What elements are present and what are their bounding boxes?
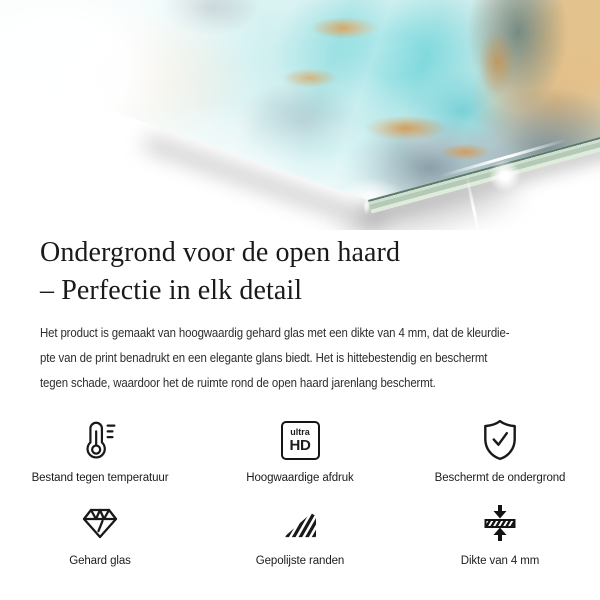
description-line: pte van de print benadrukt en een elegante glans biedt. Het is hittebestendig en beschermt [40, 350, 488, 365]
polished-edges-icon [282, 498, 318, 548]
feature-tempered-glass [0, 498, 200, 567]
feature-polished-edges [200, 498, 400, 567]
feature-grid [0, 415, 600, 567]
thickness-icon [481, 498, 519, 548]
feature-print-quality [200, 415, 400, 484]
feature-thickness [400, 498, 600, 567]
feature-protects-surface [400, 415, 600, 484]
description-line: Het product is gemaakt van hoogwaardig gehard glas met een dikte van 4 mm, dat de kleurdie- [40, 325, 510, 340]
feature-label: Gepolijste randen [255, 555, 345, 567]
feature-temperature [0, 415, 200, 484]
title-line-2: – Perfectie in elk detail [40, 275, 303, 306]
ultra-hd-icon [281, 415, 320, 465]
shield-check-icon [482, 415, 518, 465]
ultra-hd-text-bottom: HD [289, 436, 311, 454]
diamond-icon [82, 498, 118, 548]
feature-label: Hoogwaardige afdruk [246, 472, 354, 484]
page-title [0, 234, 600, 310]
product-photo [0, 0, 600, 230]
thermometer-icon [77, 415, 123, 465]
title-line-1: Ondergrond voor de open haard [40, 237, 401, 268]
description-line: tegen schade, waardoor het de ruimte rond de open haard jarenlang beschermt. [40, 375, 436, 390]
feature-label: Dikte van 4 mm [460, 555, 540, 567]
content-section [0, 230, 600, 567]
feature-label: Beschermt de ondergrond [434, 472, 566, 484]
product-description [0, 320, 600, 395]
feature-label: Bestand tegen temperatuur [31, 472, 169, 484]
ultra-hd-text-top: ultra [290, 426, 310, 437]
feature-label: Gehard glas [69, 555, 131, 567]
glass-corner-highlight [363, 197, 370, 215]
